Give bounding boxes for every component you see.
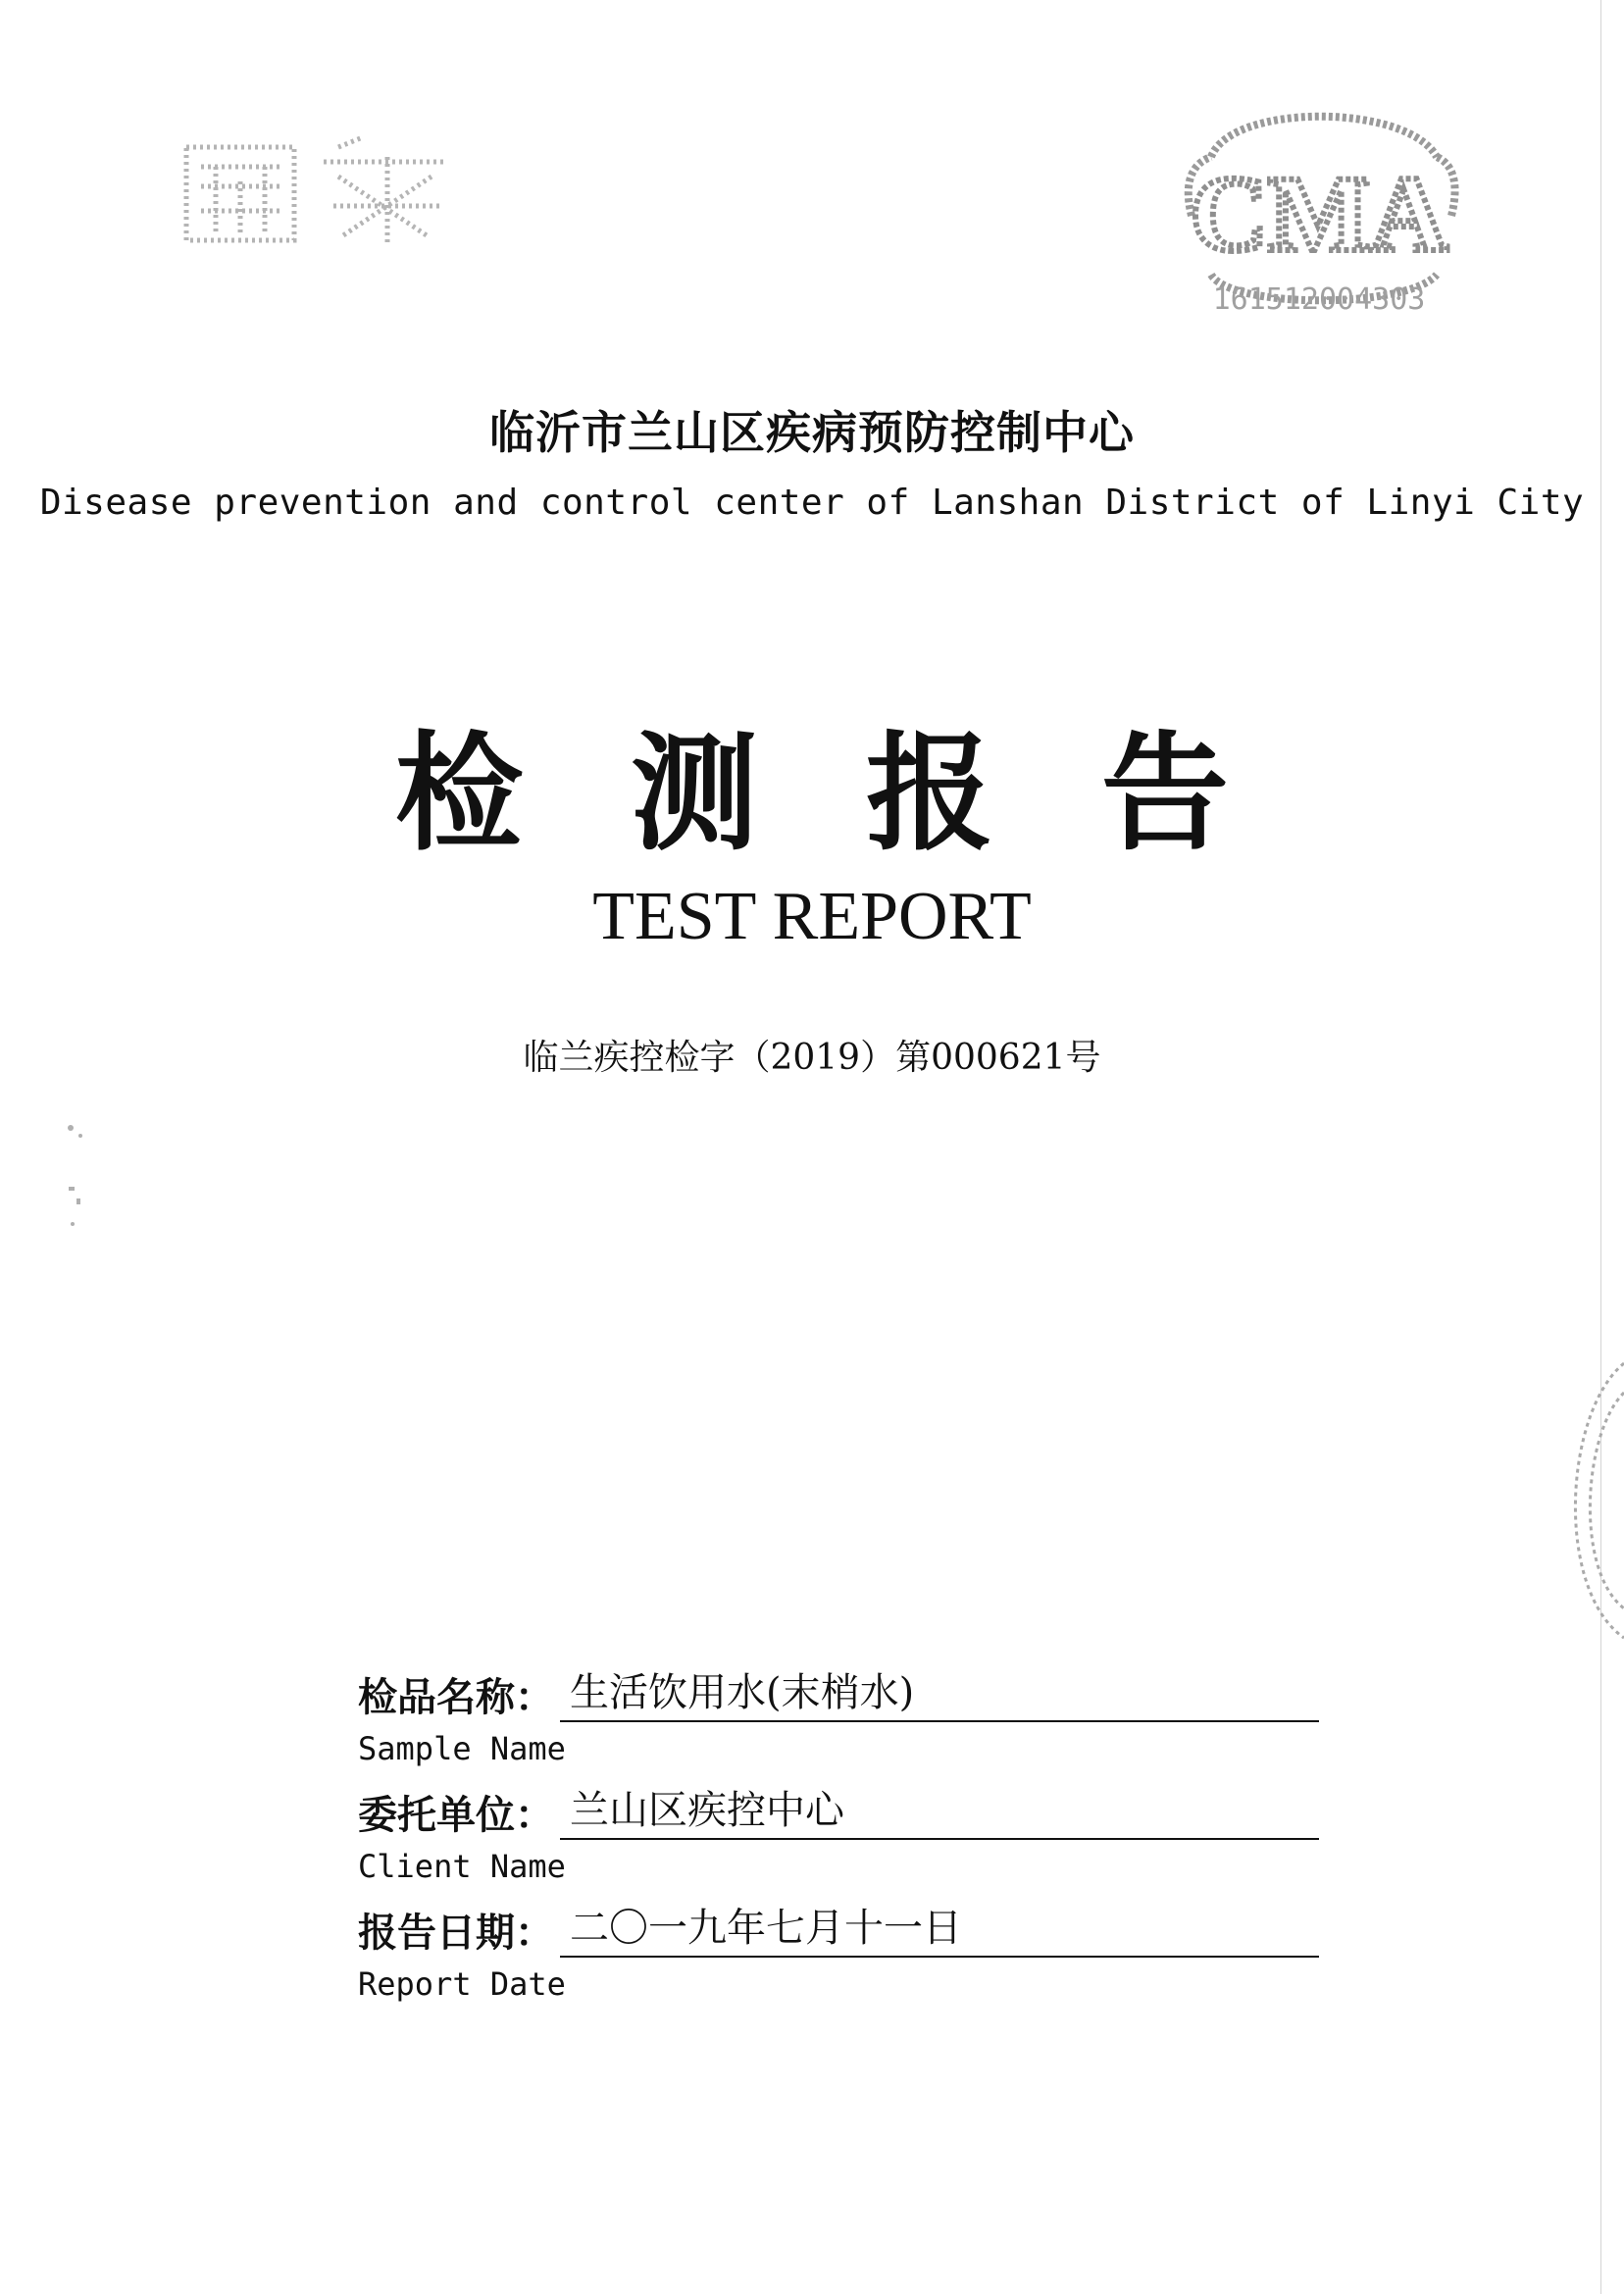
client-name-sublabel: Client Name: [358, 1848, 566, 1885]
report-date-field: [358, 1893, 1319, 2003]
cma-code-text: 161512004303: [1212, 282, 1426, 317]
sample-name-value: 生活饮用水(末梢水): [560, 1665, 1319, 1722]
cma-stamp: [1172, 88, 1466, 324]
report-title-english: TEST REPORT: [592, 879, 1032, 954]
sample-name-sublabel: Sample Name: [358, 1730, 566, 1767]
report-date-value: 二〇一九年七月十一日: [560, 1901, 1319, 1958]
client-name-value: 兰山区疾控中心: [560, 1783, 1319, 1840]
sample-name-field: [358, 1657, 1319, 1767]
client-name-label: 委托单位：: [358, 1793, 554, 1838]
scan-marks: [59, 1118, 98, 1236]
org-name-english: Disease prevention and control center of Lanshan District of Linyi City: [39, 483, 1585, 523]
client-name-field: [358, 1775, 1319, 1885]
partial-round-seal: [1554, 1353, 1624, 1648]
report-date-label: 报告日期：: [358, 1911, 554, 1956]
report-date-sublabel: Report Date: [358, 1965, 566, 2003]
report-number: 临兰疾控检字（2019）第000621号: [523, 1038, 1101, 1078]
org-name-chinese: 临沂市兰山区疾病预防控制中心: [489, 406, 1135, 459]
faded-seal-left: [177, 127, 461, 255]
scan-edge-line: [1600, 0, 1601, 2294]
report-title-chinese: 检测报告: [394, 718, 1337, 868]
sample-name-label: 检品名称：: [358, 1675, 554, 1720]
cma-logo-text: CMA: [1190, 154, 1448, 274]
